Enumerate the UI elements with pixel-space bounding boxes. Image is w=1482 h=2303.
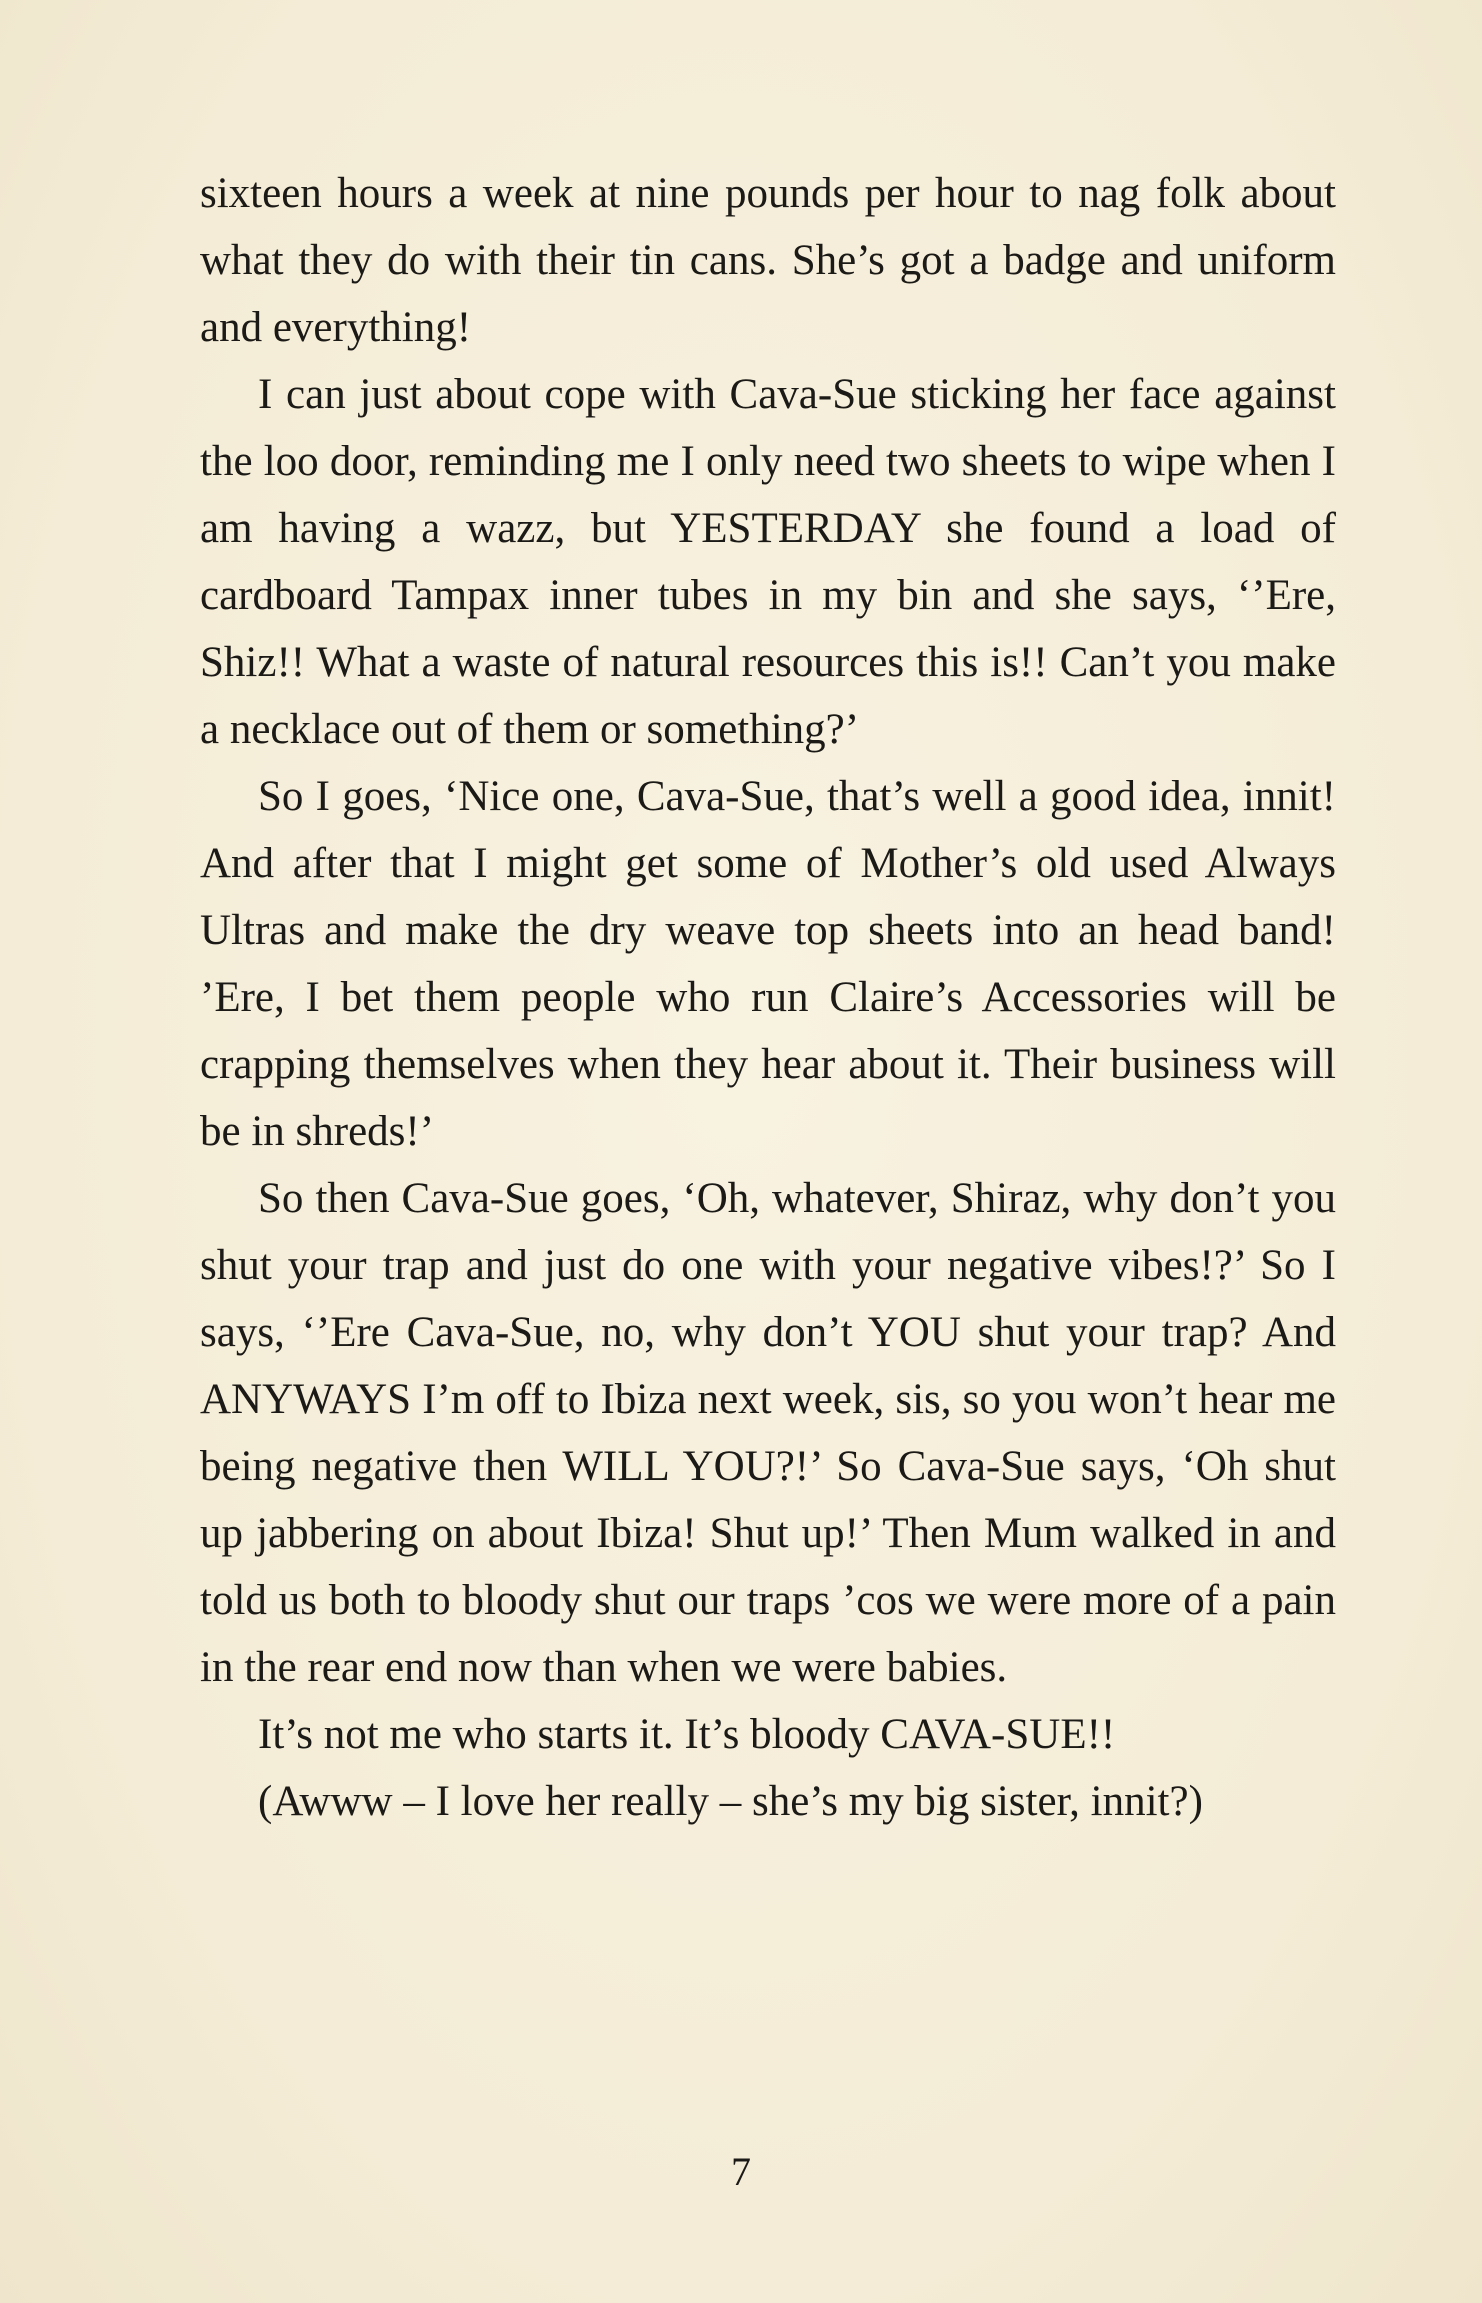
page-number: 7	[731, 2149, 751, 2194]
body-text	[200, 160, 1336, 1835]
paragraph-3: So I goes, ‘Nice one, Cava-Sue, that’s well a good idea, innit! And after that I might get some of Mother’s old used Always Ultras and make the dry weave top sheets into an head band! ’Ere, I bet them people who run Claire’s Accessories will be crapping themselves when they hear about it. Their business will be in shreds!’	[200, 773, 1336, 1155]
paragraph-1: sixteen hours a week at nine pounds per hour to nag folk about what they do with their tin cans. She’s got a badge and uniform and everything!	[200, 170, 1336, 351]
paragraph-4: So then Cava-Sue goes, ‘Oh, whatever, Shiraz, why don’t you shut your trap and just do one with your negative vibes!?’ So I says, ‘’Ere Cava-Sue, no, why don’t YOU shut your trap? And ANYWAYS I’m off to Ibiza next week, sis, so you won’t hear me being negative then WILL YOU?!’ So Cava-Sue says, ‘Oh shut up jabbering on about Ibiza! Shut up!’ Then Mum walked in and told us both to bloody shut our traps ’cos we were more of a pain in the rear end now than when we were babies.	[200, 1175, 1336, 1691]
paragraph-6: (Awww – I love her really – she’s my big sister, innit?)	[258, 1778, 1203, 1825]
paragraph-5: It’s not me who starts it. It’s bloody CAVA-SUE!!	[258, 1711, 1116, 1758]
paragraph-2: I can just about cope with Cava-Sue sticking her face against the loo door, reminding me I only need two sheets to wipe when I am having a wazz, but YESTERDAY she found a load of cardboard Tampax inner tubes in my bin and she says, ‘’Ere, Shiz!! What a waste of natural resources this is!! Can’t you make a necklace out of them or something?’	[200, 371, 1336, 753]
